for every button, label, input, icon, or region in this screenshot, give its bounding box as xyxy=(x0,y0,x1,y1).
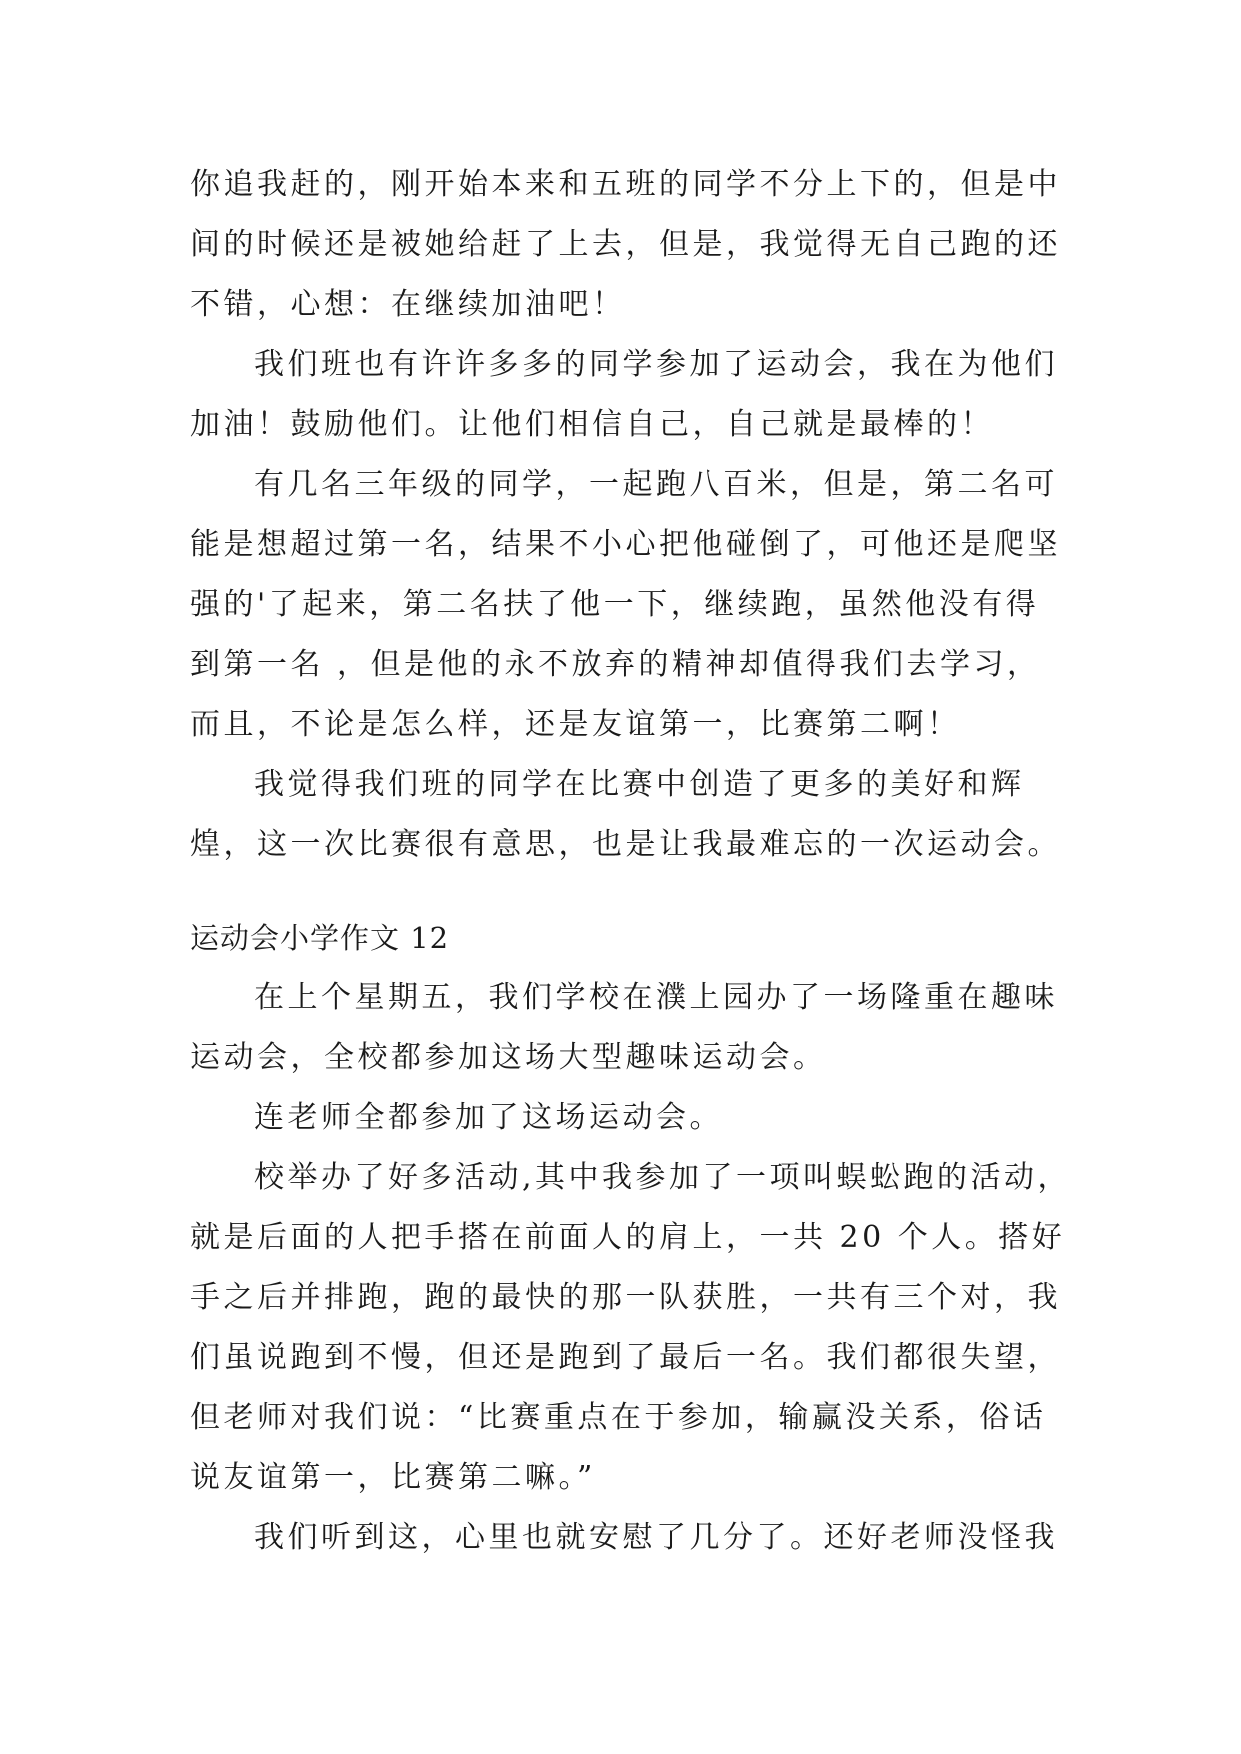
text-line: 校举办了好多活动,其中我参加了一项叫蜈蚣跑的活动， xyxy=(254,1160,1072,1195)
text-line: 到第一名 ，但是他的永不放弃的精神却值得我们去学习， xyxy=(190,647,1041,682)
text-line: 而且，不论是怎么样，还是友谊第一，比赛第二啊！ xyxy=(190,707,961,742)
essay-11-ending xyxy=(190,155,1061,875)
text-line: 间的时候还是被她给赶了上去，但是，我觉得无自己跑的还 xyxy=(190,227,1061,262)
text-line: 在上个星期五，我们学校在濮上园办了一场隆重在趣味 xyxy=(254,980,1058,1015)
text-line: 煌，这一次比赛很有意思，也是让我最难忘的一次运动会。 xyxy=(190,827,1061,862)
text-line: 但老师对我们说：“比赛重点在于参加，输赢没关系，俗话 xyxy=(190,1400,1047,1435)
text-line: 运动会，全校都参加这场大型趣味运动会。 xyxy=(190,1040,827,1075)
text-line: 手之后并排跑，跑的最快的那一队获胜，一共有三个对，我 xyxy=(190,1280,1061,1315)
text-line: 强的'了起来，第二名扶了他一下，继续跑，虽然他没有得 xyxy=(190,587,1040,622)
text-line: 们虽说跑到不慢，但还是跑到了最后一名。我们都很失望， xyxy=(190,1340,1061,1375)
text-line: 我们听到这，心里也就安慰了几分了。还好老师没怪我 xyxy=(254,1520,1058,1555)
essay-12 xyxy=(190,908,1072,1568)
text-line: 说友谊第一，比赛第二嘛。” xyxy=(190,1460,596,1495)
text-line: 能是想超过第一名，结果不小心把他碰倒了，可他还是爬坚 xyxy=(190,527,1061,562)
text-line: 加油！鼓励他们。让他们相信自己，自己就是最棒的！ xyxy=(190,407,994,442)
text-line: 不错，心想：在继续加油吧！ xyxy=(190,287,626,322)
text-line: 就是后面的人把手搭在前面人的肩上，一共 20 个人。搭好 xyxy=(190,1220,1066,1255)
text-line: 你追我赶的，刚开始本来和五班的同学不分上下的，但是中 xyxy=(190,167,1061,202)
text-line: 连老师全都参加了这场运动会。 xyxy=(254,1100,723,1135)
text-line: 我们班也有许许多多的同学参加了运动会，我在为他们 xyxy=(254,347,1058,382)
text-line: 有几名三年级的同学，一起跑八百米，但是，第二名可 xyxy=(254,467,1058,502)
essay-title: 运动会小学作文 12 xyxy=(190,921,450,955)
text-line: 我觉得我们班的同学在比赛中创造了更多的美好和辉 xyxy=(254,767,1025,802)
